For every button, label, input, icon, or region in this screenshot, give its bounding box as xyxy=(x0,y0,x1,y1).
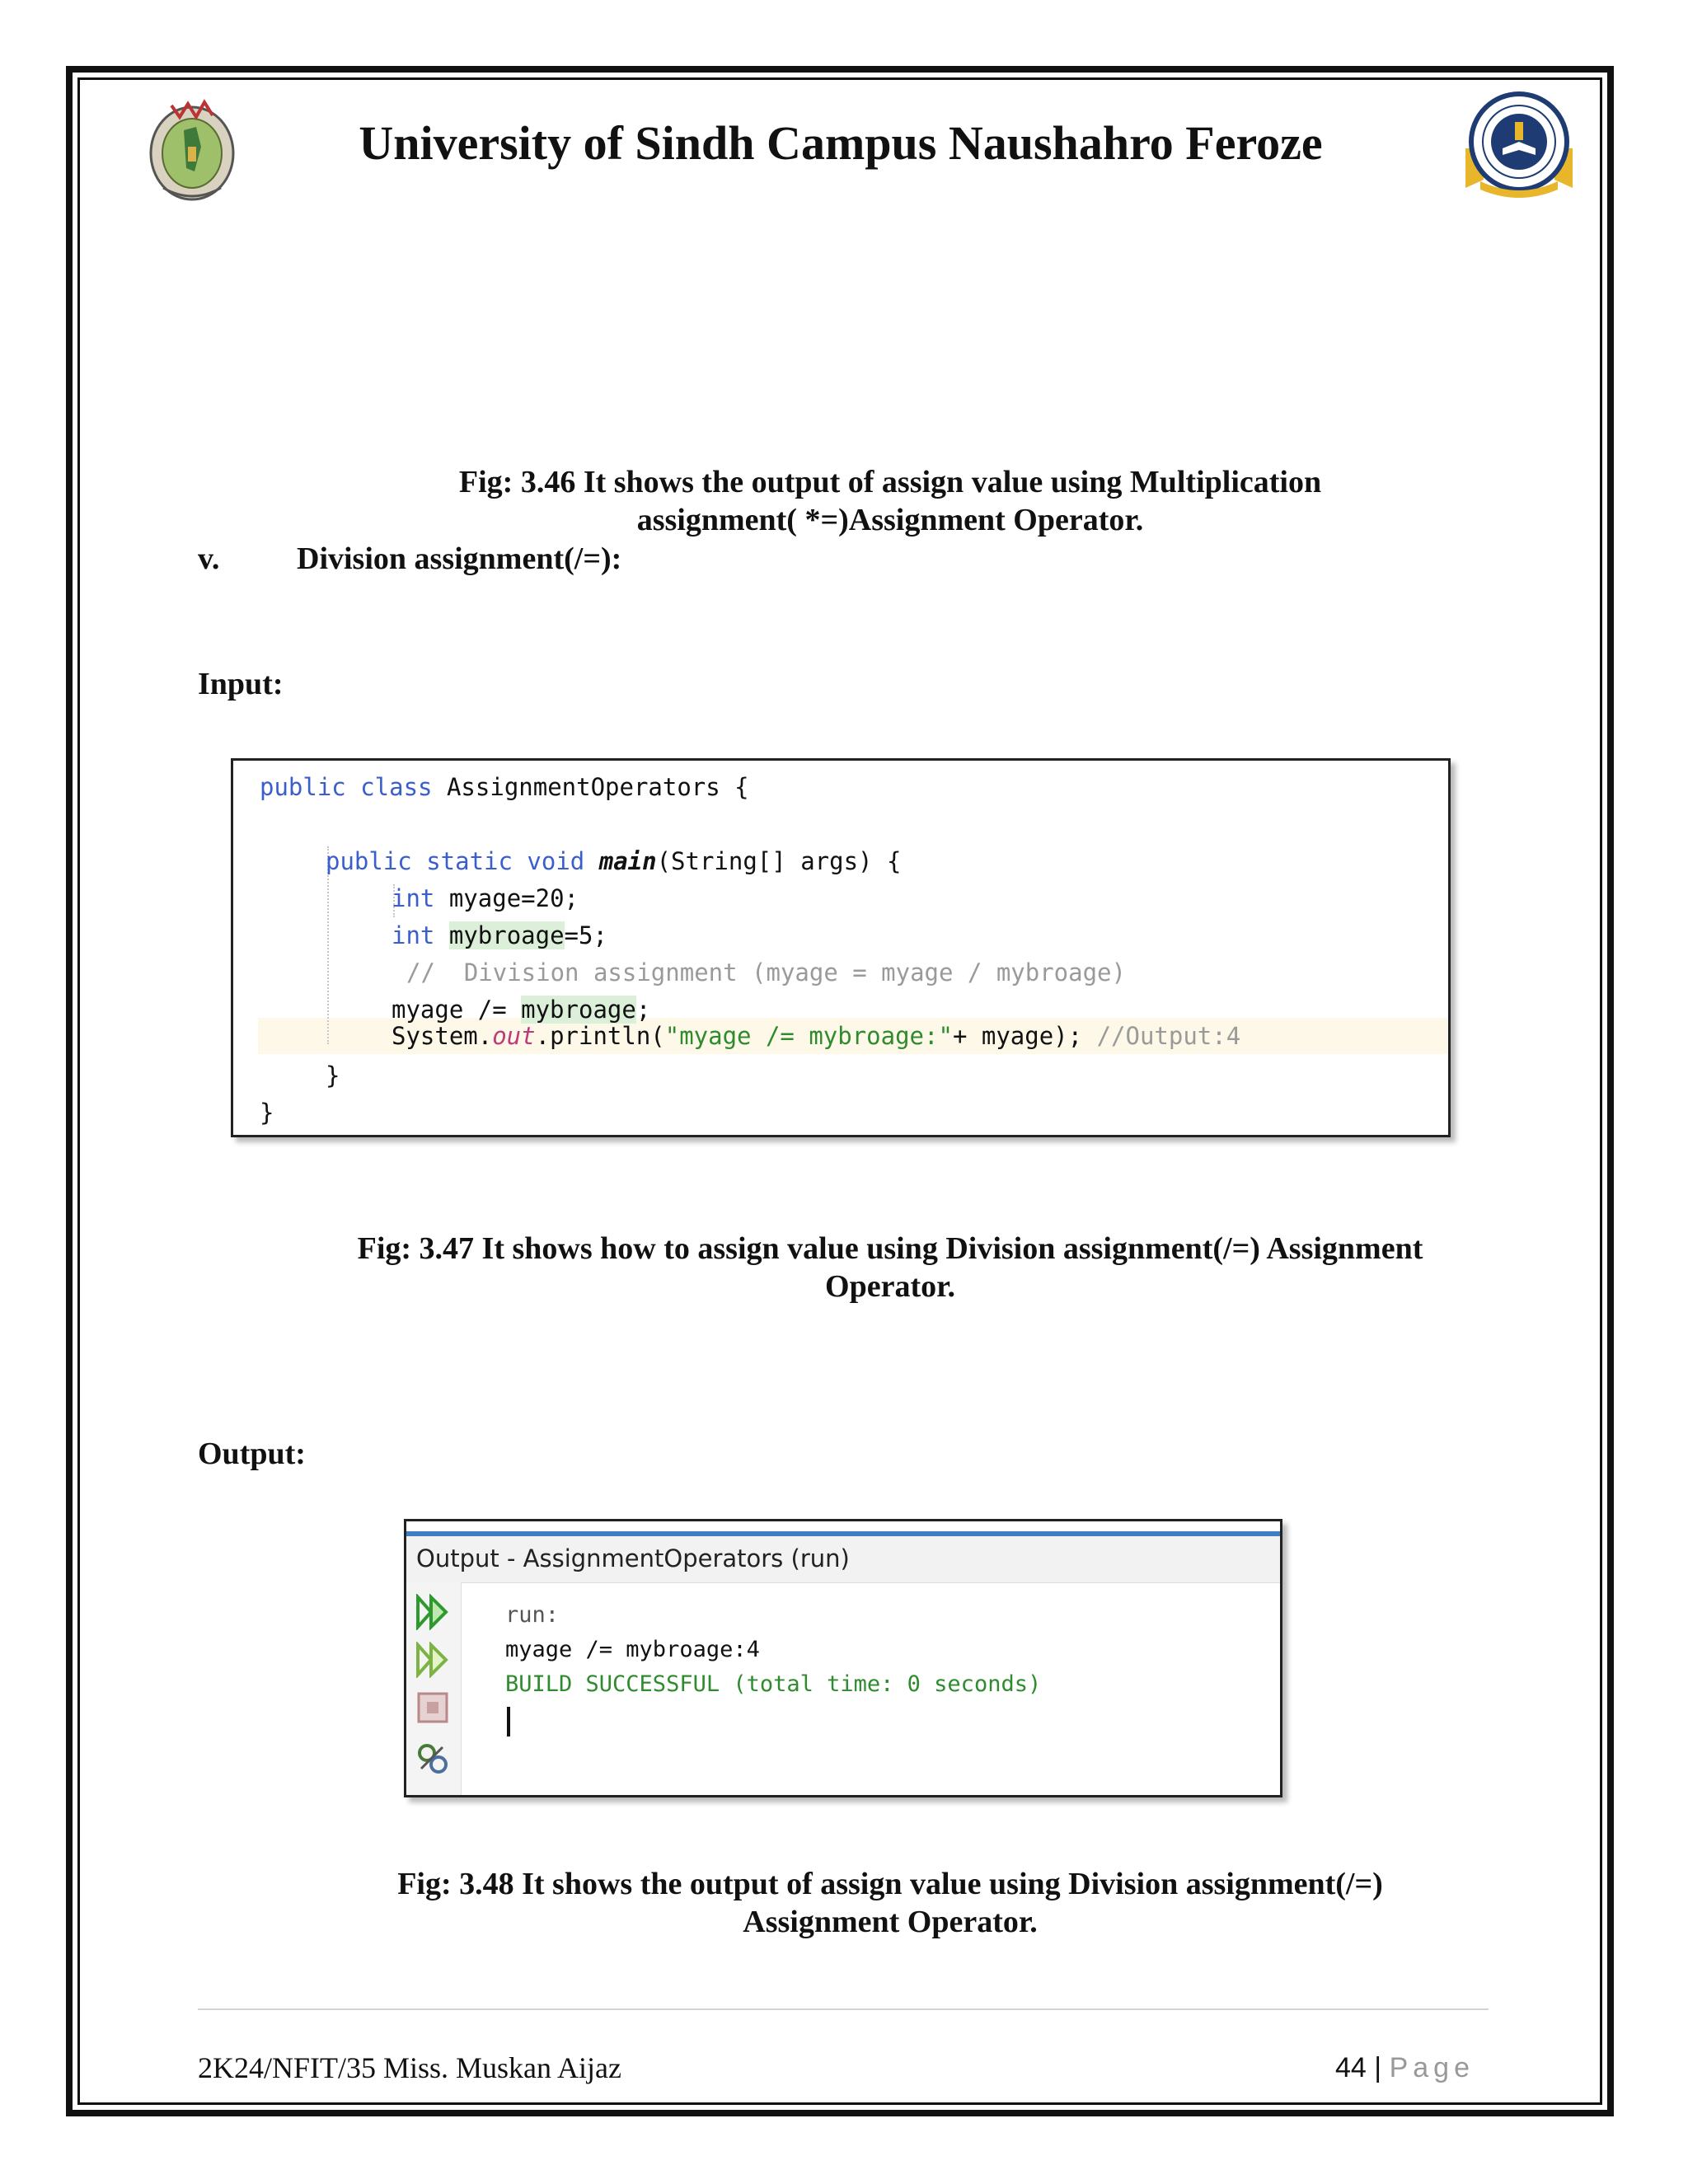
footer-author: 2K24/NFIT/35 Miss. Muskan Aijaz xyxy=(198,2051,622,2084)
text-cursor xyxy=(507,1707,510,1736)
code-line-2 xyxy=(326,843,901,879)
output-result-line: myage /= mybroage:4 xyxy=(505,1637,760,1662)
output-toolbar xyxy=(406,1582,462,1795)
figure-caption-3-46 xyxy=(272,463,1508,539)
section-heading: Division assignment(/=): xyxy=(297,541,622,576)
code-line-5 xyxy=(406,954,1126,991)
code-screenshot xyxy=(231,758,1451,1137)
code-line-1 xyxy=(260,769,749,805)
method-name: main xyxy=(598,847,657,875)
code-line-8: } xyxy=(326,1062,340,1090)
university-crest-logo xyxy=(147,89,237,204)
caption-line: Fig: 3.48 It shows the output of assign value using Division assignment(/=) xyxy=(397,1867,1383,1901)
code-text: =5; xyxy=(564,921,607,949)
footer-divider xyxy=(198,2008,1489,2010)
highlighted-variable: mybroage xyxy=(448,921,565,949)
page-separator: | xyxy=(1374,2052,1382,2083)
caption-line: Fig: 3.46 It shows the output of assign value using Multiplication xyxy=(458,465,1322,499)
code-text: ; xyxy=(635,996,651,1024)
caption-line: Assignment Operator. xyxy=(743,1905,1038,1939)
code-text: (String[] args) { xyxy=(656,847,902,875)
caption-line: Operator. xyxy=(825,1269,955,1304)
keyword: int xyxy=(392,921,435,949)
keyword: public static void xyxy=(326,847,585,875)
page-label: Page xyxy=(1389,2052,1475,2083)
code-line-9: } xyxy=(260,1099,274,1127)
rerun-with-options-icon[interactable] xyxy=(415,1642,451,1678)
keyword: int xyxy=(392,884,435,912)
code-line-7 xyxy=(392,1018,1240,1054)
figure-caption-3-47 xyxy=(272,1230,1508,1305)
string-literal: "myage /= mybroage:" xyxy=(664,1022,953,1050)
page-title: University of Sindh Campus Naushahro Feroze xyxy=(359,116,1323,170)
page-number: 44 xyxy=(1335,2052,1367,2083)
code-comment: // Division assignment (myage = myage / mybroage) xyxy=(406,958,1126,987)
keyword: public class xyxy=(260,773,433,801)
output-label: Output: xyxy=(198,1436,306,1471)
caption-line: Fig: 3.47 It shows how to assign value using Division assignment(/=) Assignment xyxy=(357,1231,1423,1266)
output-run-line: run: xyxy=(505,1602,560,1628)
code-text: myage=20; xyxy=(434,884,579,912)
input-label: Input: xyxy=(198,667,284,701)
stop-icon[interactable] xyxy=(416,1691,449,1724)
list-marker: v. xyxy=(198,541,220,576)
code-text: System. xyxy=(392,1022,493,1050)
output-window-titlebar[interactable] xyxy=(406,1536,1280,1583)
caption-line: assignment( *=)Assignment Operator. xyxy=(636,503,1144,537)
code-text: + myage); xyxy=(952,1022,1097,1050)
output-window-title: Output - AssignmentOperators (run) xyxy=(416,1544,850,1572)
code-text: .println( xyxy=(535,1022,665,1050)
output-window xyxy=(404,1519,1282,1797)
code-text: myage /= xyxy=(392,996,522,1024)
footer-page-number xyxy=(1335,2052,1475,2084)
rerun-icon[interactable] xyxy=(415,1594,451,1630)
code-comment: //Output:4 xyxy=(1096,1022,1241,1050)
output-build-line: BUILD SUCCESSFUL (total time: 0 seconds) xyxy=(505,1671,1042,1697)
code-line-4 xyxy=(392,917,607,954)
figure-caption-3-48 xyxy=(272,1865,1508,1941)
code-line-3 xyxy=(392,880,579,916)
code-text: AssignmentOperators { xyxy=(432,773,749,801)
campus-seal-logo xyxy=(1457,91,1581,198)
settings-icon[interactable] xyxy=(415,1741,451,1777)
static-field: out xyxy=(492,1022,536,1050)
highlighted-variable: mybroage xyxy=(521,996,636,1024)
